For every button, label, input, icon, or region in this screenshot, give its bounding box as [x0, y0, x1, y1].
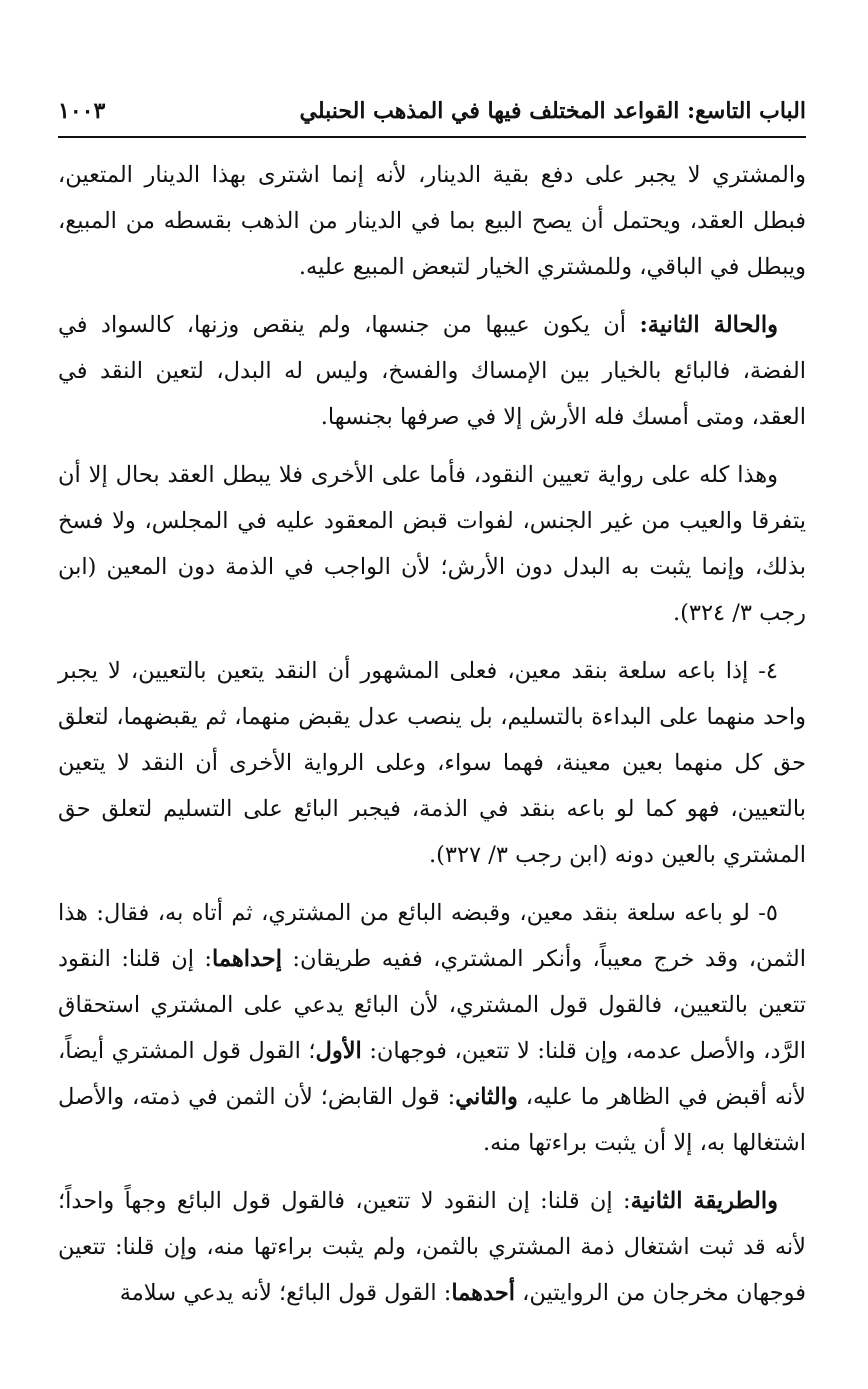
- paragraph-2: [58, 302, 806, 440]
- bold-term: والطريقة الثانية: [630, 1188, 778, 1214]
- bold-term: والثاني: [455, 1084, 518, 1110]
- paragraph-text: أن يكون عيبها من جنسها، ولم ينقص وزنها، كالسواد في الفضة، فالبائع بالخيار بين الإمساك والفسخ، وليس له البدل، لتعين النقد في العقد، ومتى أمسك فله الأرش إلا في صرفها بجنسها.: [58, 312, 806, 430]
- page-number: ١٠٠٣: [58, 98, 106, 124]
- text-segment: : قول القابض؛ لأن الثمن في ذمته، والأصل اشتغالها به، إلا أن يثبت براءتها منه.: [58, 1084, 806, 1156]
- paragraph-1: [58, 152, 806, 290]
- running-header: [58, 92, 806, 138]
- paragraph-lead: والحالة الثانية:: [639, 312, 779, 338]
- paragraph-6: [58, 1178, 806, 1316]
- paragraph-4: [58, 648, 806, 878]
- paragraph-text: والمشتري لا يجبر على دفع بقية الدينار، لأنه إنما اشترى بهذا الدينار المتعين، فبطل العقد، ويحتمل أن يصح البيع بما في الدينار من الذهب بقسطه من المبيع، ويبطل في الباقي، وللمشتري الخيار لتبعض المبيع عليه.: [58, 162, 806, 280]
- text-segment: : القول قول البائع؛ لأنه يدعي سلامة: [119, 1280, 452, 1306]
- text-segment: : إن قلنا: إن النقود لا تتعين، فالقول قول البائع وجهاً واحداً؛ لأنه قد ثبت اشتغال ذمة المشتري بالثمن، ولم يثبت براءتها منه، وإن قلنا: تتعين فوجهان مخرجان من الروايتين،: [58, 1188, 806, 1306]
- bold-term: الأول: [315, 1038, 362, 1064]
- body-text: [58, 152, 806, 1316]
- text-segment: ؛ القول قول المشتري أيضاً، لأنه أقبض في الظاهر ما عليه،: [58, 1038, 806, 1110]
- bold-term: إحداهما: [212, 946, 282, 972]
- paragraph-5: [58, 890, 806, 1166]
- text-segment: : إن قلنا: النقود تتعين بالتعيين، فالقول قول المشتري، لأن البائع يدعي على المشتري استحقاق الرَّد، والأصل عدمه، وإن قلنا: لا تتعين، فوجهان:: [58, 946, 806, 1064]
- paragraph-text: ٤- إذا باعه سلعة بنقد معين، فعلى المشهور أن النقد يتعين بالتعيين، لا يجبر واحد منهما على البداءة بالتسليم، بل ينصب عدل يقبض منهما، ثم يقبضهما، لتعلق حق كل منهما بعين معينة، فهما سواء، وعلى الرواية الأخرى أن النقد لا يتعين بالتعيين، فهو كما لو باعه بنقد في الذمة، فيجبر البائع على التسليم لتعلق حق المشتري بالعين دونه (ابن رجب ٣/ ٣٢٧).: [58, 658, 806, 868]
- paragraph-3: [58, 452, 806, 636]
- paragraph-text: وهذا كله على رواية تعيين النقود، فأما على الأخرى فلا يبطل العقد بحال إلا أن يتفرقا والعيب من غير الجنس، لفوات قبض المعقود عليه في المجلس، ولا فسخ بذلك، وإنما يثبت به البدل دون الأرش؛ لأن الواجب في الذمة دون المعين (ابن رجب ٣/ ٣٢٤).: [58, 462, 806, 626]
- bold-term: أحدهما: [451, 1280, 516, 1306]
- text-segment: ٥- لو باعه سلعة بنقد معين، وقبضه البائع من المشتري، ثم أتاه به، فقال: هذا الثمن، وقد خرج معيباً، وأنكر المشتري، ففيه طريقان:: [58, 900, 806, 972]
- chapter-title: الباب التاسع: القواعد المختلف فيها في المذهب الحنبلي: [299, 98, 806, 124]
